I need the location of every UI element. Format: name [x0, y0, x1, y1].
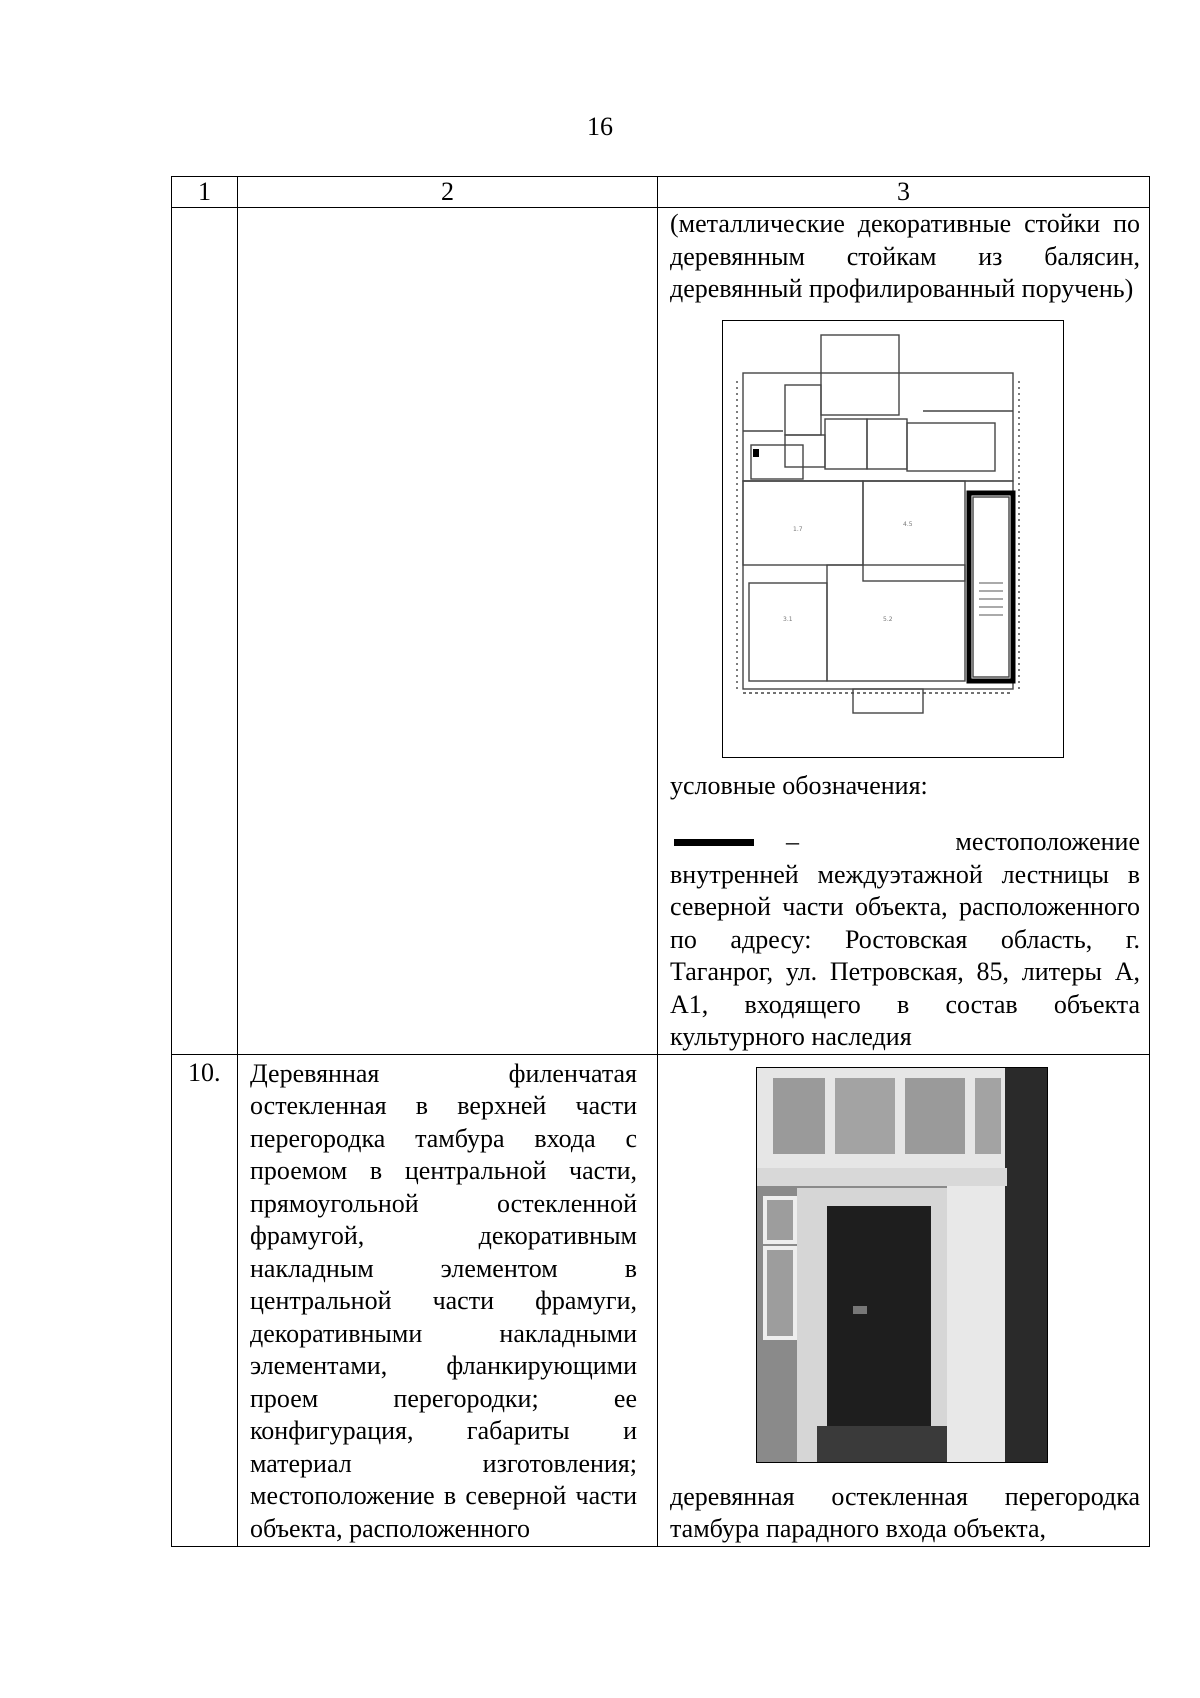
vestibule-photo: [756, 1067, 1048, 1463]
row-prev-description: (металлические декоративные стойки по деревянным стойкам из балясин, деревянный профилированный поручень): [670, 209, 1140, 303]
vestibule-partition-photo-icon: [757, 1068, 1047, 1462]
table-row: [172, 208, 1150, 1055]
floor-plan-icon: [723, 321, 1063, 757]
legend-line: [658, 802, 1149, 859]
row10-description: Деревянная филенчатая остекленная в верхней части перегородка тамбура входа с проемом в центральной части, прямоугольной остекленной фрамугой, декоративным накладным элементом в центральной части фрамуги, декоративными накладными элементами, фланкирующими проем перегородки; ее конфигурация, габариты и материал изготовления; местоположение в северной части объекта, расположенного: [250, 1058, 637, 1543]
header-col-2: 2: [238, 177, 658, 208]
svg-text:4.5: 4.5: [903, 520, 913, 528]
svg-text:1.7: 1.7: [793, 525, 803, 533]
row-number: 10.: [188, 1057, 221, 1087]
row-prev-col-2: [238, 208, 658, 1055]
page-number: 16: [587, 112, 613, 141]
svg-text:5.2: 5.2: [883, 615, 893, 623]
legend-swatch: [674, 839, 754, 846]
legend-title: условные обозначения:: [670, 770, 928, 800]
row10-col-2: [238, 1054, 658, 1546]
row-prev-col-1: [172, 208, 238, 1055]
row10-col-1: [172, 1054, 238, 1546]
document-table: [171, 176, 1150, 1547]
svg-text:3.1: 3.1: [783, 615, 793, 623]
floor-plan-figure: [722, 320, 1064, 758]
legend-first-word: местоположение: [955, 827, 1140, 856]
header-col-1: 1: [172, 177, 238, 208]
table-row: [172, 1054, 1150, 1546]
table-header-row: [172, 177, 1150, 208]
row-prev-col-3: [658, 208, 1150, 1055]
legend-dash: –: [786, 827, 799, 856]
header-col-3: 3: [658, 177, 1150, 208]
row10-col-3: [658, 1054, 1150, 1546]
photo-caption: деревянная остекленная перегородка тамбура парадного входа объекта,: [670, 1481, 1140, 1543]
legend-description: внутренней междуэтажной лестницы в северной части объекта, расположенного по адресу: Ростовская область, г. Таганрог, ул. Петровская, 85, литеры А, А1, входящего в состав объекта культурного наследия: [670, 859, 1140, 1051]
